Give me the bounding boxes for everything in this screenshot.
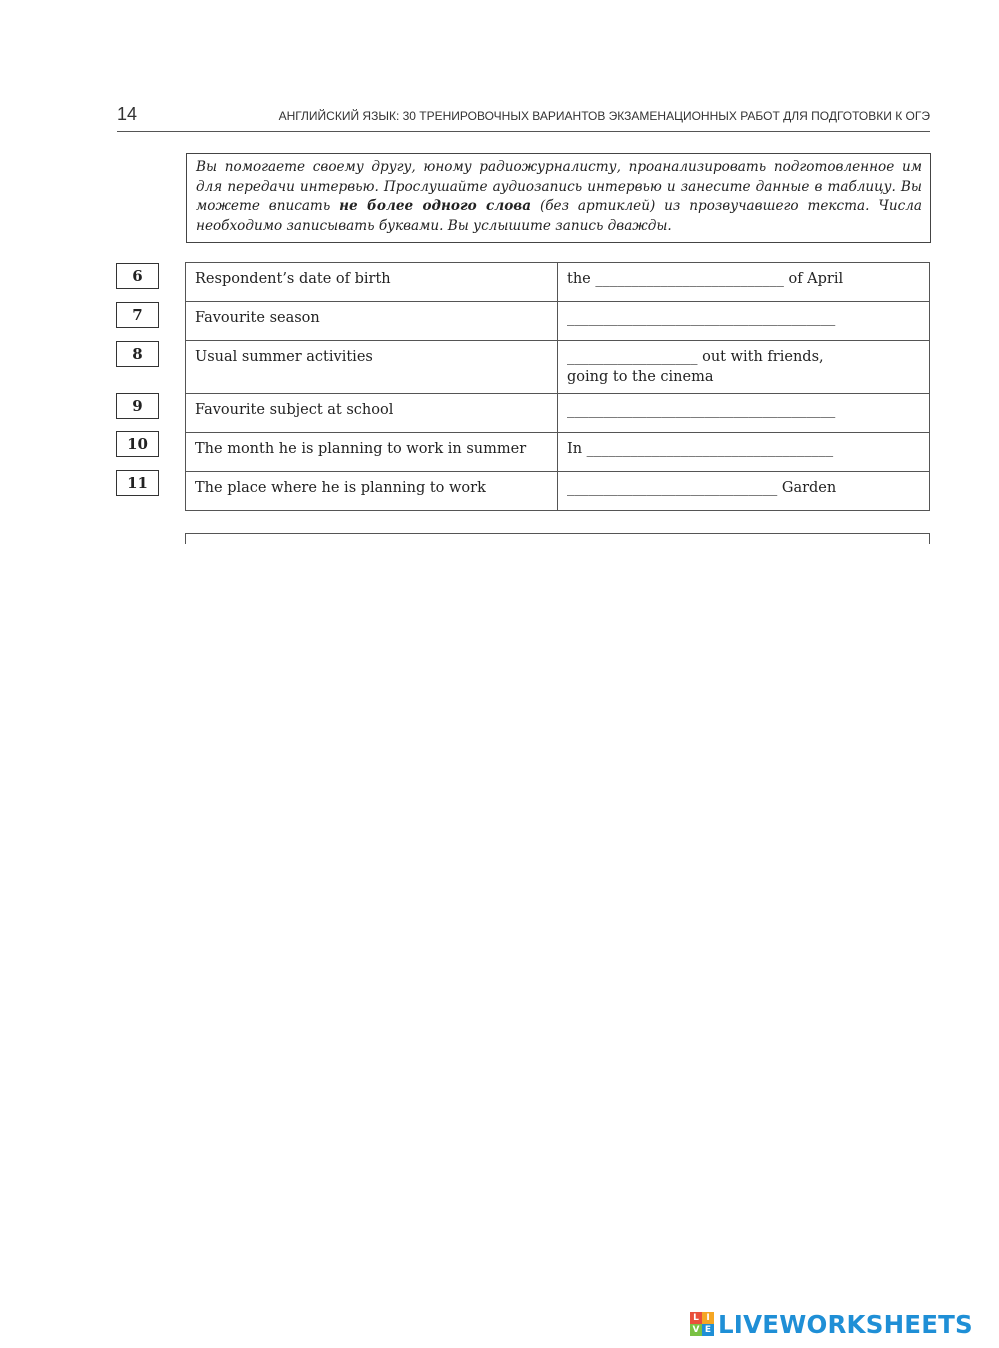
header-rule — [117, 131, 930, 132]
task-number-7: 7 — [116, 302, 159, 328]
answer-field[interactable] — [558, 341, 930, 394]
instructions-text-end: (без артиклей) из прозвучавшего текста. Числа необходимо записывать буквами. Вы услышите запись дважды. — [196, 198, 922, 235]
logo-text: LIVEWORKSHEETS — [718, 1309, 973, 1339]
answer-field[interactable]: In __________________________________ — [558, 433, 930, 472]
task-number-11: 11 — [116, 470, 159, 496]
logo-letter: I — [702, 1312, 714, 1324]
table-row — [186, 341, 930, 394]
table-row — [186, 394, 930, 433]
question-cell: Usual summer activities — [186, 341, 558, 394]
question-cell: Favourite subject at school — [186, 394, 558, 433]
logo-letter: V — [690, 1324, 702, 1336]
instructions-box — [186, 153, 931, 243]
question-cell: The place where he is planning to work — [186, 472, 558, 511]
table-row — [186, 302, 930, 341]
answer-field[interactable]: _____________________________ Garden — [558, 472, 930, 511]
answer-field[interactable]: the __________________________ of April — [558, 263, 930, 302]
task-number-8: 8 — [116, 341, 159, 367]
answer-line: going to the cinema — [567, 368, 714, 385]
running-header: АНГЛИЙСКИЙ ЯЗЫК: 30 ТРЕНИРОВОЧНЫХ ВАРИАНТОВ ЭКЗАМЕНАЦИОННЫХ РАБОТ ДЛЯ ПОДГОТОВКИ К ОГЭ — [278, 109, 930, 123]
logo-letter: L — [690, 1312, 702, 1324]
table-row — [186, 263, 930, 302]
instructions-text: Вы помогаете своему другу, юному радиожурналисту, проанализировать подготовленное им для передачи интервью. Прослушайте аудиозапись интервью и занесите данные в таблицу. Вы можете вписать — [196, 159, 922, 215]
table-row — [186, 472, 930, 511]
table-row — [186, 433, 930, 472]
answer-table — [185, 262, 930, 511]
logo-letter: E — [702, 1324, 714, 1336]
liveworksheets-logo — [690, 1308, 973, 1340]
instructions-emphasis: не более одного слова — [339, 198, 532, 215]
page-number: 14 — [117, 104, 138, 124]
question-cell: Respondent’s date of birth — [186, 263, 558, 302]
task-number-9: 9 — [116, 393, 159, 419]
task-number-6: 6 — [116, 263, 159, 289]
answer-field[interactable]: _____________________________________ — [558, 302, 930, 341]
answer-line: __________________ out with friends, — [567, 349, 824, 365]
question-cell: The month he is planning to work in summer — [186, 433, 558, 472]
next-section-frame — [185, 533, 930, 544]
task-number-10: 10 — [116, 431, 159, 457]
answer-field[interactable]: _____________________________________ — [558, 394, 930, 433]
question-cell: Favourite season — [186, 302, 558, 341]
logo-icon — [690, 1312, 714, 1336]
